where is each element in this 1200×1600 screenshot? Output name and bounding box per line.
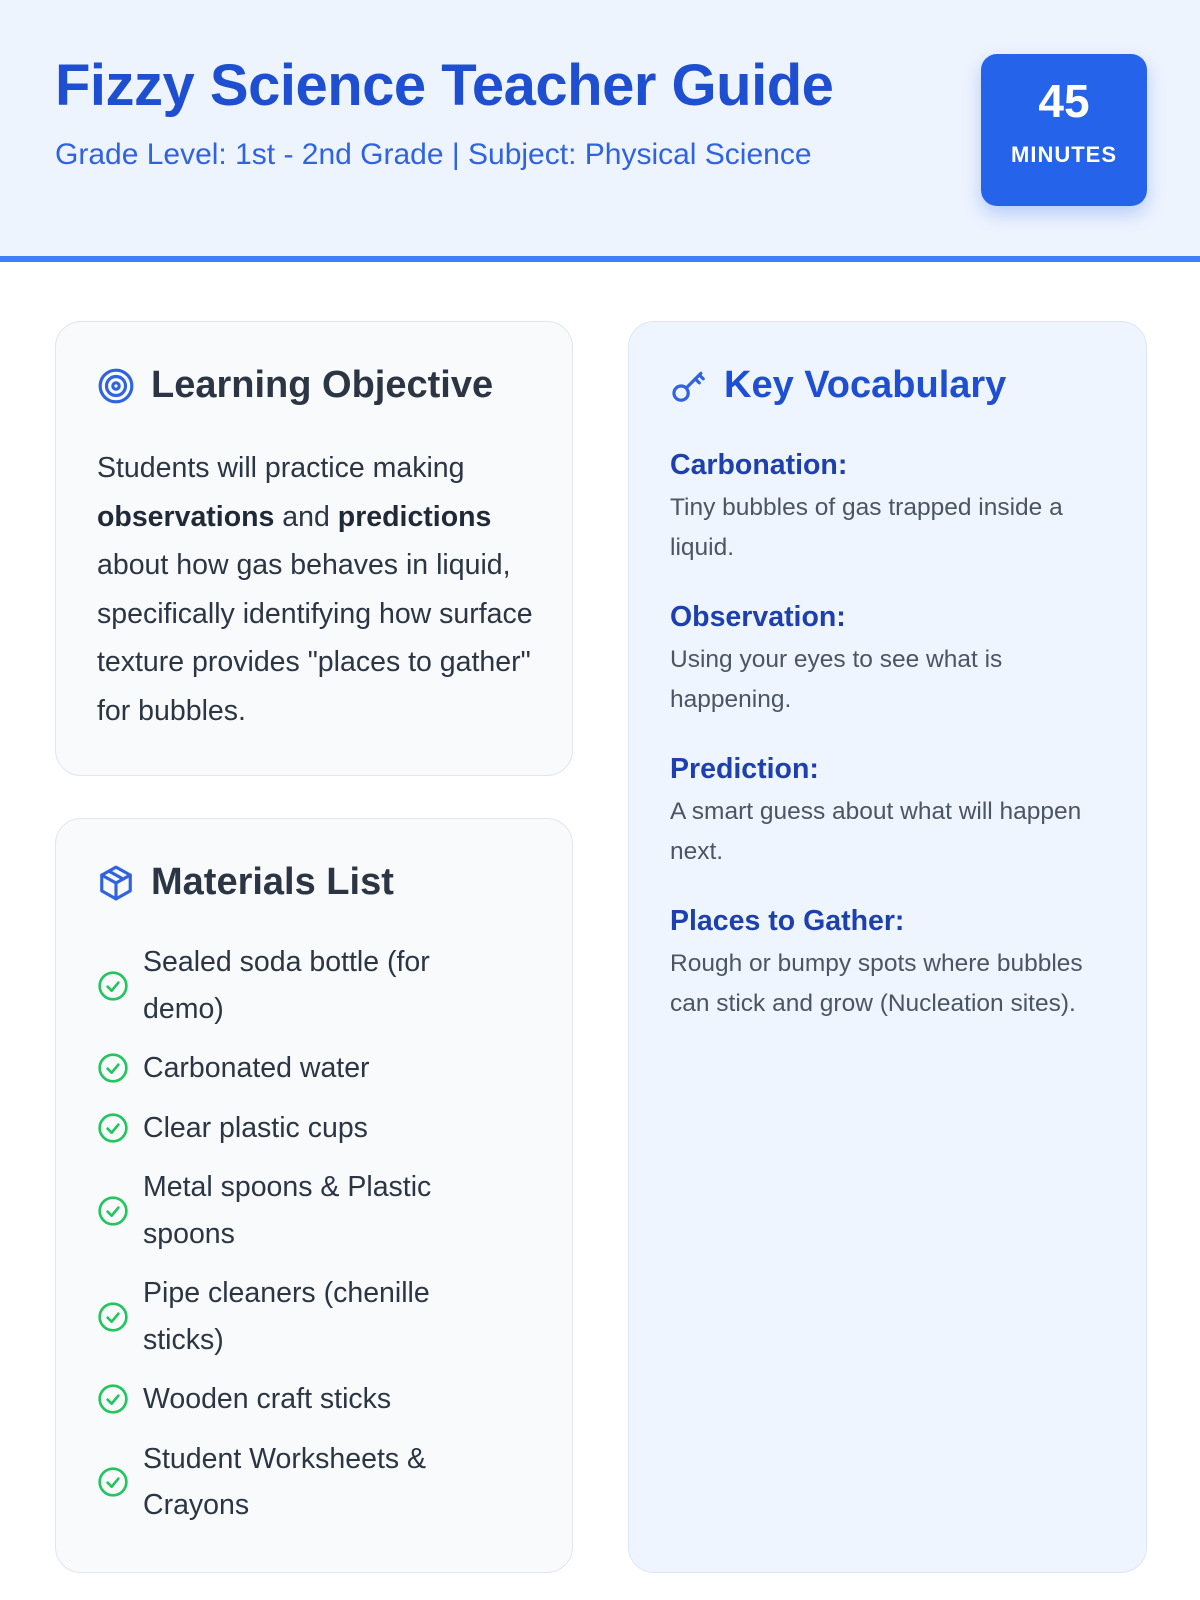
check-circle-icon: [97, 1112, 129, 1144]
check-circle-icon: [97, 1301, 129, 1333]
objective-text-part: Students will practice making: [97, 452, 465, 484]
materials-list-title: Materials List: [151, 861, 394, 903]
vocabulary-entry: [670, 750, 1110, 872]
check-circle-icon: [97, 1195, 129, 1227]
objective-text-part: and: [274, 500, 338, 533]
vocabulary-entry: [670, 902, 1110, 1024]
page-subtitle: Grade Level: 1st - 2nd Grade | Subject: Physical Science: [55, 138, 812, 171]
list-item: [97, 1045, 537, 1092]
list-item: [97, 939, 537, 1032]
vocabulary-entry: [670, 598, 1110, 720]
box-icon: [97, 864, 135, 902]
list-item: [97, 1436, 537, 1529]
material-label: Metal spoons & Plastic spoons: [143, 1171, 432, 1250]
materials-list: [97, 939, 537, 1542]
check-circle-icon: [97, 1466, 129, 1498]
key-vocabulary-heading: [670, 364, 1006, 407]
material-label: Clear plastic cups: [143, 1111, 368, 1144]
material-label: Student Worksheets & Crayons: [143, 1442, 427, 1521]
materials-list-card: [55, 818, 573, 1573]
material-label: Wooden craft sticks: [143, 1383, 392, 1415]
page-header: [0, 0, 1200, 262]
objective-keyword-predictions: predictions: [337, 500, 492, 533]
vocabulary-definition: Using your eyes to see what is happening.: [670, 646, 1003, 713]
list-item: [97, 1376, 537, 1423]
duration-unit: MINUTES: [1011, 142, 1117, 167]
learning-objective-text: [97, 444, 542, 735]
material-label: Carbonated water: [143, 1052, 370, 1084]
vocabulary-definition: A smart guess about what will happen next.: [670, 798, 1082, 865]
objective-keyword-observations: observations: [97, 500, 275, 533]
list-item: [97, 1270, 537, 1363]
learning-objective-title: Learning Objective: [151, 364, 494, 406]
material-label: Pipe cleaners (chenille sticks): [143, 1277, 430, 1356]
vocabulary-entry: [670, 446, 1110, 568]
list-item: [97, 1164, 537, 1257]
duration-number: 45: [1038, 75, 1090, 127]
material-label: Sealed soda bottle (for demo): [143, 946, 430, 1025]
key-vocabulary-title: Key Vocabulary: [724, 364, 1007, 406]
key-icon: [670, 367, 708, 405]
learning-objective-card: [55, 321, 573, 776]
target-icon: [97, 367, 135, 405]
page-title: Fizzy Science Teacher Guide: [55, 53, 834, 118]
vocabulary-term: Observation:: [670, 601, 846, 633]
check-circle-icon: [97, 970, 129, 1002]
vocabulary-term: Carbonation:: [670, 449, 848, 481]
key-vocabulary-card: [628, 321, 1147, 1573]
duration-badge: [981, 54, 1147, 206]
vocabulary-term: Places to Gather:: [670, 905, 905, 937]
list-item: [97, 1105, 537, 1152]
objective-text-part: about how gas behaves in liquid, specifically identifying how surface texture provides "places to gather" for bubbles.: [97, 549, 533, 727]
check-circle-icon: [97, 1052, 129, 1084]
vocabulary-definition: Tiny bubbles of gas trapped inside a liquid.: [670, 494, 1063, 561]
check-circle-icon: [97, 1383, 129, 1415]
vocabulary-list: [670, 446, 1110, 1054]
learning-objective-heading: [97, 364, 493, 407]
materials-list-heading: [97, 861, 394, 904]
vocabulary-term: Prediction:: [670, 753, 819, 785]
vocabulary-definition: Rough or bumpy spots where bubbles can stick and grow (Nucleation sites).: [670, 950, 1083, 1017]
